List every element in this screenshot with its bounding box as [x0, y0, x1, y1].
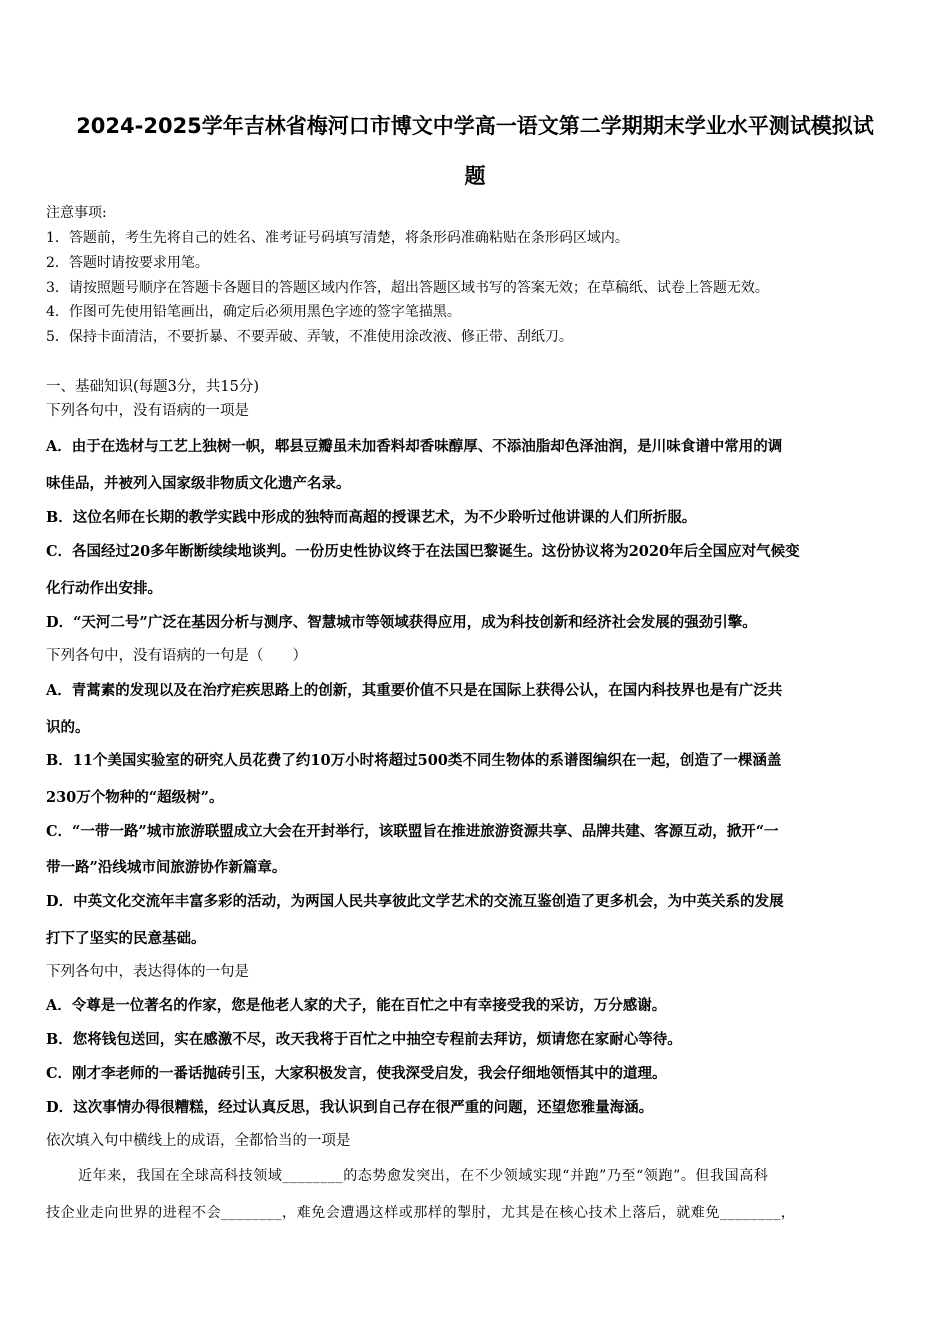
notice-item-1: 1．答题前，考生先将自己的姓名、准考证号码填写清楚，将条形码准确粘贴在条形码区域内。 [46, 230, 629, 246]
q2-option-d-line1: D．中英文化交流年丰富多彩的活动，为两国人民共享彼此文学艺术的交流互鉴创造了更多机会，为中英关系的发展 [46, 893, 784, 910]
q3-option-c: C．刚才李老师的一番话抛砖引玉，大家积极发言，使我深受启发，我会仔细地领悟其中的道理。 [46, 1065, 667, 1082]
q2-option-a-line1: A．青蒿素的发现以及在治疗疟疾思路上的创新，其重要价值不只是在国际上获得公认，在国内科技界也是有广泛共 [46, 682, 783, 699]
q2-option-d-line2: 打下了坚实的民意基础。 [46, 930, 206, 947]
q1-option-c-line1: C．各国经过20多年断断续续地谈判。一份历史性协议终于在法国巴黎诞生。这份协议将为2020年后全国应对气候变 [46, 543, 800, 560]
notice-item-5: 5．保持卡面清洁，不要折暴、不要弄破、弄皱，不准使用涂改液、修正带、刮纸刀。 [46, 329, 573, 345]
notice-item-3: 3．请按照题号顺序在答题卡各题目的答题区域内作答，超出答题区域书写的答案无效；在草稿纸、试卷上答题无效。 [46, 280, 769, 296]
notice-item-4: 4．作图可先使用铅笔画出，确定后必须用黑色字迹的签字笔描黑。 [46, 304, 461, 320]
q4-passage-line1: 近年来，我国在全球高科技领域________的态势愈发突出，在不少领域实现“并跑”乃至“领跑”。但我国高科 [78, 1168, 769, 1184]
q1-option-d: D．“天河二号”广泛在基因分析与测序、智慧城市等领域获得应用，成为科技创新和经济社会发展的强劲引擎。 [46, 614, 757, 631]
q2-option-a-line2: 识的。 [46, 719, 90, 736]
exam-title-line1: 2024-2025学年吉林省梅河口市博文中学高一语文第二学期期末学业水平测试模拟试 [76, 114, 874, 138]
q2-stem: 下列各句中，没有语病的一句是（ ） [46, 648, 307, 664]
exam-title-line2: 题 [464, 164, 486, 188]
q1-option-a-line2: 味佳品，并被列入国家级非物质文化遗产名录。 [46, 475, 351, 492]
q3-stem: 下列各句中，表达得体的一句是 [46, 964, 249, 980]
q2-option-b-line2: 230万个物种的“超级树”。 [46, 789, 224, 806]
q4-stem: 依次填入句中横线上的成语，全都恰当的一项是 [46, 1133, 351, 1149]
q3-option-d: D．这次事情办得很糟糕，经过认真反思，我认识到自己存在很严重的问题，还望您雅量海涵。 [46, 1099, 654, 1116]
notice-item-2: 2．答题时请按要求用笔。 [46, 255, 209, 271]
q1-option-b: B．这位名师在长期的教学实践中形成的独特而高超的授课艺术，为不少聆听过他讲课的人们所折服。 [46, 509, 697, 526]
q2-option-c-line2: 带一路”沿线城市间旅游协作新篇章。 [46, 859, 287, 876]
q1-option-a-line1: A．由于在选材与工艺上独树一帜，郫县豆瓣虽未加香料却香味醇厚、不添油脂却色泽油润，是川味食谱中常用的调 [46, 438, 783, 455]
q2-option-b-line1: B．11个美国实验室的研究人员花费了约10万小时将超过500类不同生物体的系谱图编织在一起，创造了一棵涵盖 [46, 752, 782, 769]
notice-heading: 注意事项: [46, 205, 107, 221]
q1-stem: 下列各句中，没有语病的一项是 [46, 403, 249, 419]
q1-option-c-line2: 化行动作出安排。 [46, 580, 162, 597]
q3-option-a: A．令尊是一位著名的作家，您是他老人家的犬子，能在百忙之中有幸接受我的采访，万分感谢。 [46, 997, 667, 1014]
q2-option-c-line1: C．“一带一路”城市旅游联盟成立大会在开封举行，该联盟旨在推进旅游资源共享、品牌共建、客源互动，掀开“一 [46, 823, 779, 840]
section-heading: 一、基础知识(每题3分，共15分) [46, 379, 259, 395]
q3-option-b: B．您将钱包送回，实在感激不尽，改天我将于百忙之中抽空专程前去拜访，烦请您在家耐心等待。 [46, 1031, 682, 1048]
q4-passage-line2: 技企业走向世界的进程不会________，难免会遭遇这样或那样的掣肘，尤其是在核心技术上落后，就难免________， [46, 1205, 796, 1221]
